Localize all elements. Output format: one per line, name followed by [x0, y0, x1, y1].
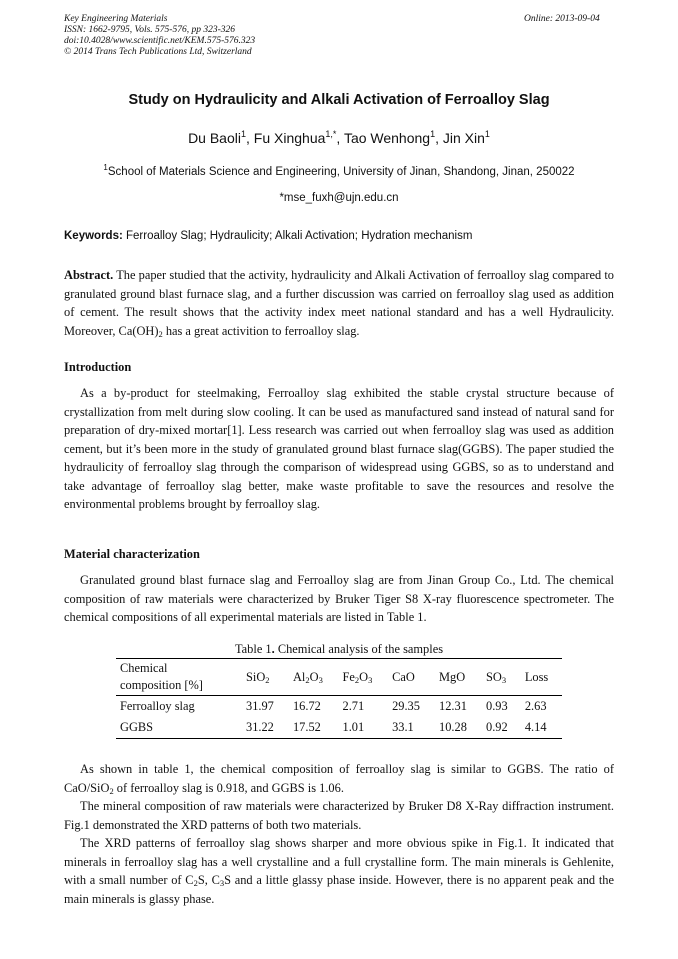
table-cell: 31.22 — [246, 720, 274, 734]
table-row — [116, 717, 562, 739]
author-name: Jin Xin — [442, 130, 485, 146]
abstract-text-end: has a great activition to ferroalloy slag. — [162, 323, 360, 338]
results-paragraph-2: The mineral composition of raw materials were characterized by Bruker D8 X-Ray diffraction instrument. Fig.1 demonstrated the XRD patterns of both two materials. — [64, 799, 614, 832]
table-header-first: Chemical composition [%] — [120, 661, 203, 692]
author-name: Fu Xinghua — [253, 130, 326, 146]
keywords — [64, 230, 616, 242]
table-header-row — [116, 659, 562, 696]
introduction-paragraph: As a by-product for steelmaking, Ferroalloy slag exhibited the stable crystal structure because of crystallization from melt during slow cooling. It can be used as manufactured sand instead of natural sand for preparation of dry-mixed mortar[1]. Less research was carried out when ferroalloy slag was used as addition cement, but it’s been more in the study of granulated ground blast furnace slag(GGBS). The paper studied the hydraulicity of ferroalloy slag through the comparison of widespread using GGBS, so as to understand and take advantage of ferroalloy slag better, make waste profitable to save the resources and resolve the environmental problems brought by ferroalloy slag. — [64, 386, 614, 511]
table-cell: 33.1 — [392, 720, 414, 734]
abstract-text: The paper studied that the activity, hydraulicity and Alkali Activation of ferroalloy slag compared to granulated ground blast furnace slag, and a further discussion was carried on ferroalloy slag used as addition of cement. The result shows that the activity index meet national standard and has a well Hydraulicity. Moreover, Ca(OH) — [64, 268, 614, 338]
table-cell: 0.93 — [486, 699, 508, 713]
table-row — [116, 696, 562, 718]
material-paragraph: Granulated ground blast furnace slag and Ferroalloy slag are from Jinan Group Co., Ltd. The chemical composition of raw materials were characterized by Bruker Tiger S8 X-ray fluorescence spectrometer. The chemical compositions of all experimental materials are listed in Table 1. — [64, 573, 614, 624]
table-caption: Table 1. Chemical analysis of the samples — [234, 642, 444, 656]
corresponding-email: *mse_fuxh@ujn.edu.cn — [279, 192, 399, 204]
author-sep: , — [246, 130, 254, 146]
results-body — [64, 760, 614, 908]
author-affil-mark: 1 — [484, 129, 490, 139]
table-cell: 17.52 — [292, 720, 321, 734]
table-cell: 10.28 — [439, 720, 467, 734]
table-cell: 29.35 — [392, 699, 420, 713]
table-cell: 31.97 — [246, 699, 274, 713]
doi-line: doi:10.4028/www.scientific.net/KEM.575-576.323 — [64, 36, 256, 46]
affiliation — [0, 163, 678, 178]
table-cell: 4.14 — [524, 720, 547, 734]
author-affil-mark: 1 — [430, 129, 436, 139]
online-date: Online: 2013-09-04 — [524, 14, 600, 24]
author-sep: , — [336, 130, 344, 146]
affiliation-text: School of Materials Science and Engineering, University of Jinan, Shandong, Jinan, 250022 — [107, 166, 575, 178]
table-header-cell: SiO$_2$ — [246, 669, 270, 685]
table-header-cell: MgO — [439, 669, 466, 684]
results-paragraph-3: The XRD patterns of ferroalloy slag shows sharper and more obvious spike in Fig.1. It indicated that minerals in ferroalloy slag has a well crystalline and a full crystalline form. The main minerals is Gehlenite, with a small number of $C_2S$, $C_3S$ and a little glassy phase inside. However, there is no apparent peak and the main minerals is glassy phase. — [64, 836, 615, 906]
table-cell: 12.31 — [439, 699, 467, 713]
table-row-name: GGBS — [120, 720, 154, 734]
keywords-label: Keywords: — [64, 230, 123, 242]
table-cell: 16.72 — [292, 699, 321, 713]
introduction-body — [64, 384, 614, 514]
chemical-analysis-table — [116, 658, 562, 739]
author-list — [0, 130, 678, 146]
table-header-cell: Loss — [524, 669, 549, 684]
abstract-label: Abstract. — [64, 268, 114, 282]
table-header-cell: $SO_3$ — [486, 669, 507, 685]
author-name: Du Baoli — [188, 130, 241, 146]
results-paragraph-1: As shown in table 1, the chemical composition of ferroalloy slag is similar to GGBS. The ratio of CaO/SiO$_2$ of ferroalloy slag is 0.918, and GGBS is 1.06. — [64, 762, 614, 796]
table-header-cell: $Al_2O_3$ — [292, 669, 323, 685]
issn-line: ISSN: 1662-9795, Vols. 575-576, pp 323-326 — [64, 25, 235, 35]
author-sep: , — [435, 130, 443, 146]
table-header-cell: $Fe_2O_3$ — [342, 669, 373, 685]
keywords-text: Ferroalloy Slag; Hydraulicity; Alkali Activation; Hydration mechanism — [122, 230, 473, 242]
copyright-line: © 2014 Trans Tech Publications Ltd, Switzerland — [64, 47, 252, 57]
table-caption-label: Table 1 — [234, 642, 272, 656]
section-heading-introduction: Introduction — [64, 360, 132, 374]
table-header-cell: CaO — [392, 669, 415, 684]
table-cell: 2.63 — [524, 699, 547, 713]
table-row-name: Ferroalloy slag — [120, 699, 195, 713]
affiliation-mark: 1 — [103, 163, 108, 172]
author-name: Tao Wenhong — [343, 130, 431, 146]
table-cell: 0.92 — [486, 720, 508, 734]
table-caption-text: Chemical analysis of the samples — [277, 642, 444, 656]
paper-title: Study on Hydraulicity and Alkali Activation of Ferroalloy Slag — [128, 92, 550, 108]
journal-name: Key Engineering Materials — [64, 14, 168, 24]
material-body — [64, 571, 614, 627]
abstract — [64, 266, 614, 340]
abstract-subscript: 2 — [158, 328, 163, 339]
table-cell: 1.01 — [342, 720, 365, 734]
table-cell: 2.71 — [342, 699, 365, 713]
section-heading-material: Material characterization — [64, 547, 200, 561]
author-affil-mark: 1,* — [325, 129, 337, 139]
author-affil-mark: 1 — [240, 129, 246, 139]
journal-header — [64, 14, 255, 58]
